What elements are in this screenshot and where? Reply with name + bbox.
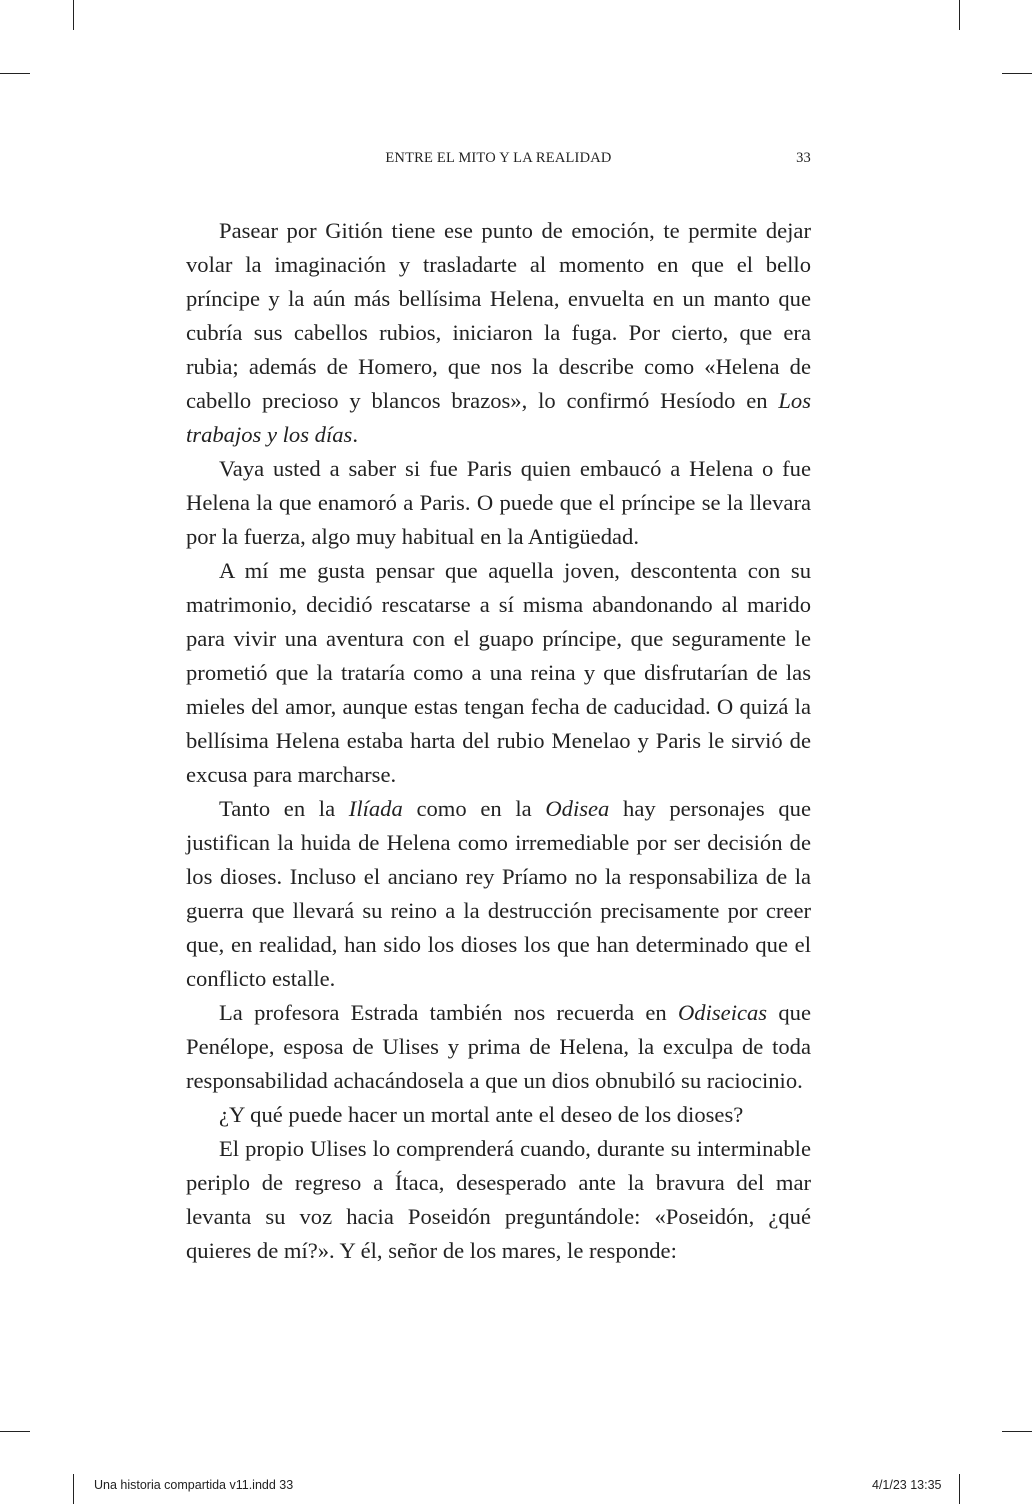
paragraph xyxy=(186,452,811,554)
crop-mark-bottom-right-horizontal xyxy=(1002,1431,1032,1432)
crop-mark-bottom-left-vertical xyxy=(73,1474,74,1504)
crop-mark-top-left-vertical xyxy=(73,0,74,30)
crop-mark-top-left-horizontal xyxy=(0,73,30,74)
italic-title: Ilíada xyxy=(348,796,403,821)
italic-title: Los trabajos y los días xyxy=(186,388,811,447)
crop-mark-top-right-horizontal xyxy=(1002,73,1032,74)
text-run: hay personajes que justifican la huida de Helena como irremediable por ser decisión de los dioses. Incluso el anciano rey Príamo no la responsabiliza de la guerra que llevará su reino a la destrucción precisamente por creer que, en realidad, han sido los dioses los que han determinado que el conflicto estalle. xyxy=(186,796,811,991)
paragraph xyxy=(186,554,811,792)
text-run: Tanto en la xyxy=(219,796,349,821)
text-run: que Penélope, esposa de Ulises y prima de Helena, la exculpa de toda responsabilidad achacándosela a que un dios obnubiló su raciocinio. xyxy=(186,1000,811,1093)
paragraph xyxy=(186,792,811,996)
paragraph xyxy=(186,214,811,452)
paragraph xyxy=(186,996,811,1098)
crop-mark-bottom-right-vertical xyxy=(959,1474,960,1504)
text-run: . xyxy=(352,422,358,447)
paragraph xyxy=(186,1098,811,1132)
text-run: Pasear por Gitión tiene ese punto de emoción, te permite dejar volar la imaginación y trasladarte al momento en que el bello príncipe y la aún más bellísima Helena, envuelta en un manto que cubría sus cabellos rubios, iniciaron la fuga. Por cierto, que era rubia; además de Homero, que nos la describe como «Helena de cabello precioso y blancos brazos», lo confirmó Hesíodo en xyxy=(186,218,811,413)
page-number: 33 xyxy=(796,150,811,166)
crop-mark-bottom-left-horizontal xyxy=(0,1431,30,1432)
slug-file-info: Una historia compartida v11.indd 33 xyxy=(94,1478,294,1492)
paragraph xyxy=(186,1132,811,1268)
crop-mark-top-right-vertical xyxy=(959,0,960,30)
italic-title: Odisea xyxy=(545,796,610,821)
text-run: La profesora Estrada también nos recuerda en xyxy=(219,1000,678,1025)
text-run: como en la xyxy=(402,796,546,821)
text-run: A mí me gusta pensar que aquella joven, descontenta con su matrimonio, decidió rescatarse a sí misma abandonando al marido para vivir una aventura con el guapo príncipe, que seguramente le prometió que la trataría como a una reina y que disfrutarían de las mieles del amor, aunque estas tengan fecha de caducidad. O quizá la bellísima Helena estaba harta del rubio Menelao y Paris le sirvió de excusa para marcharse. xyxy=(186,558,811,787)
body-text xyxy=(186,214,811,1268)
text-run: El propio Ulises lo comprenderá cuando, durante su interminable periplo de regreso a Ítaca, desesperado ante la bravura del mar levanta su voz hacia Poseidón preguntándole: «Poseidón, ¿qué quieres de mí?». Y él, señor de los mares, le responde: xyxy=(186,1136,811,1263)
slug-date-time: 4/1/23 13:35 xyxy=(872,1478,942,1492)
text-run: Vaya usted a saber si fue Paris quien embaucó a Helena o fue Helena la que enamoró a Paris. O puede que el príncipe se la llevara por la fuerza, algo muy habitual en la Antigüedad. xyxy=(186,456,811,549)
running-title: ENTRE EL MITO Y LA REALIDAD xyxy=(385,150,612,166)
text-run: ¿Y qué puede hacer un mortal ante el deseo de los dioses? xyxy=(219,1102,744,1127)
italic-title: Odiseicas xyxy=(677,1000,768,1025)
running-header xyxy=(186,150,811,172)
